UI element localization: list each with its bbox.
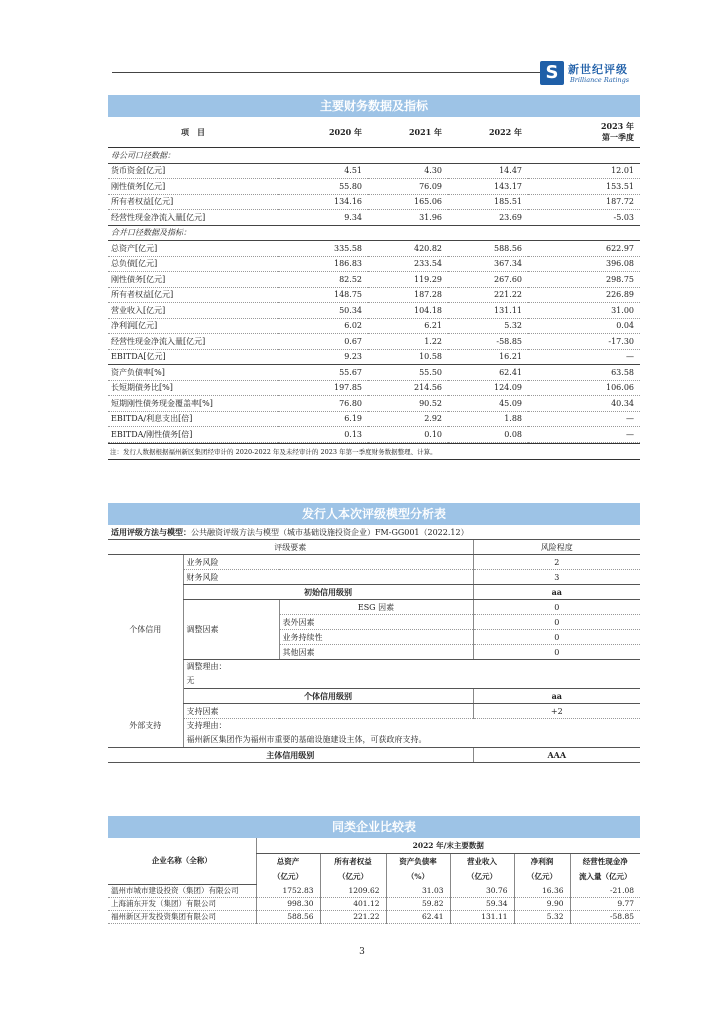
peer-col-header: 经营性现金净 (570, 854, 640, 870)
row-value: 153.51 (528, 179, 640, 195)
header-rule (112, 72, 540, 73)
row-value: 0.67 (278, 334, 368, 350)
row-value: 124.09 (448, 380, 528, 396)
col-2020: 2020 年 (278, 117, 368, 148)
row-value: 6.19 (278, 411, 368, 427)
row-label: 经营性现金净流入量[亿元] (108, 210, 278, 226)
company-value: 30.76 (450, 884, 514, 897)
row-value: 76.09 (368, 179, 448, 195)
row-value: 10.58 (368, 349, 448, 365)
row-value: 622.97 (528, 241, 640, 257)
row-value: 23.69 (448, 210, 528, 226)
row-value: 214.56 (368, 380, 448, 396)
adjust-reason-label: 调整理由： (186, 662, 227, 671)
row-value: 62.41 (448, 365, 528, 381)
row-value: -17.30 (528, 334, 640, 350)
row-value: 197.85 (278, 380, 368, 396)
row-value: 187.72 (528, 194, 640, 210)
initial-level-value: aa (473, 585, 640, 600)
support-factor-value: +2 (473, 704, 640, 719)
peer-col-unit: （%） (386, 869, 450, 884)
row-value: — (528, 427, 640, 443)
row-value: 134.16 (278, 194, 368, 210)
row-value: 40.34 (528, 396, 640, 412)
table-row (108, 272, 640, 288)
row-value: 45.09 (448, 396, 528, 412)
company-value: 401.12 (320, 897, 386, 910)
company-value: 9.77 (570, 897, 640, 910)
row-value: 185.51 (448, 194, 528, 210)
row-label: 货币资金[亿元] (108, 163, 278, 179)
row-value: 55.50 (368, 365, 448, 381)
row-value: 55.67 (278, 365, 368, 381)
table-row (108, 396, 640, 412)
row-value: 4.51 (278, 163, 368, 179)
support-reason-cell (183, 719, 640, 748)
row-value: 5.32 (448, 318, 528, 334)
row-label: 长短期债务比[%] (108, 380, 278, 396)
row-value: — (528, 411, 640, 427)
external-support-label: 外部支持 (108, 704, 183, 748)
row-value: 90.52 (368, 396, 448, 412)
peer-name-header: 企业名称（全称） (108, 838, 256, 884)
col-2021: 2021 年 (368, 117, 448, 148)
row-value: -58.85 (448, 334, 528, 350)
method-label: 适用评级方法与模型： (111, 526, 191, 537)
table-row (108, 334, 640, 350)
financial-data-title: 主要财务数据及指标 (108, 95, 640, 117)
peer-col-header: 资产负债率 (386, 854, 450, 870)
esg-value: 0 (473, 600, 640, 615)
financial-risk-label: 财务风险 (183, 570, 473, 585)
brand-logo (540, 61, 630, 89)
rating-model-table (108, 525, 640, 763)
company-value: 131.11 (450, 910, 514, 923)
peer-col-header: 净利润 (514, 854, 570, 870)
row-label: 刚性债务[亿元] (108, 179, 278, 195)
table-row (108, 427, 640, 443)
subject-level-value: AAA (473, 748, 640, 763)
row-label: 资产负债率[%] (108, 365, 278, 381)
row-value: 106.06 (528, 380, 640, 396)
consolidated-group-label: 合并口径数据及指标： (108, 225, 640, 241)
company-value: 998.30 (256, 897, 320, 910)
row-value: — (528, 349, 640, 365)
adjust-reason-cell (183, 660, 640, 689)
row-label: 总负债[亿元] (108, 256, 278, 272)
row-value: 148.75 (278, 287, 368, 303)
adjust-reason-value: 无 (186, 676, 195, 685)
individual-level-label: 个体信用级别 (183, 689, 473, 704)
company-value: 588.56 (256, 910, 320, 923)
col-2023q1 (528, 117, 640, 148)
company-value: -58.85 (570, 910, 640, 923)
logo-chinese-name: 新世纪评级 (568, 63, 628, 76)
company-value: 9.90 (514, 897, 570, 910)
row-value: 119.29 (368, 272, 448, 288)
peer-col-header: 营业收入 (450, 854, 514, 870)
initial-level-label: 初始信用级别 (183, 585, 473, 600)
off-balance-label: 表外因素 (279, 615, 473, 630)
table-row (108, 210, 640, 226)
row-value: 226.89 (528, 287, 640, 303)
company-value: 1752.83 (256, 884, 320, 897)
row-value: 221.22 (448, 287, 528, 303)
method-value: 公共融资评级方法与模型（城市基础设施投资企业）FM-GG001（2022.12） (191, 527, 469, 537)
table-row (108, 241, 640, 257)
peer-comparison-title: 同类企业比较表 (108, 816, 640, 838)
peer-comparison-section (108, 816, 640, 924)
method-row (108, 525, 640, 540)
row-value: 14.47 (448, 163, 528, 179)
table-row (108, 411, 640, 427)
row-label: 短期刚性债务现金覆盖率[%] (108, 396, 278, 412)
company-value: 16.36 (514, 884, 570, 897)
financial-data-table (108, 117, 640, 443)
row-value: 0.13 (278, 427, 368, 443)
row-value: 31.96 (368, 210, 448, 226)
other-factor-label: 其他因素 (279, 645, 473, 660)
row-value: 0.04 (528, 318, 640, 334)
row-value: 4.30 (368, 163, 448, 179)
table-row (108, 910, 640, 923)
company-value: 1209.62 (320, 884, 386, 897)
page-number: 3 (359, 947, 365, 957)
peer-col-header: 所有者权益 (320, 854, 386, 870)
parent-group (108, 148, 640, 164)
header-risk: 风险程度 (473, 540, 640, 555)
company-value: 221.22 (320, 910, 386, 923)
other-factor-value: 0 (473, 645, 640, 660)
row-value: 82.52 (278, 272, 368, 288)
row-value: 0.08 (448, 427, 528, 443)
logo-mark-icon: S (540, 61, 564, 85)
table-row (108, 303, 640, 319)
row-value: 588.56 (448, 241, 528, 257)
col-2022: 2022 年 (448, 117, 528, 148)
business-risk-label: 业务风险 (183, 555, 473, 570)
row-value: 16.21 (448, 349, 528, 365)
peer-col-unit: 流入量（亿元） (570, 869, 640, 884)
table-row (108, 365, 640, 381)
table-row (108, 256, 640, 272)
row-label: 总资产[亿元] (108, 241, 278, 257)
col-item: 项 目 (108, 117, 278, 148)
continuity-label: 业务持续性 (279, 630, 473, 645)
company-value: -21.08 (570, 884, 640, 897)
col-2023q1-line2: 第一季度 (602, 132, 634, 142)
peer-col-unit: （亿元） (450, 869, 514, 884)
row-value: 367.34 (448, 256, 528, 272)
company-name: 福州新区开发投资集团有限公司 (108, 910, 256, 923)
row-label: EBITDA/刚性债务[倍] (108, 427, 278, 443)
row-value: 186.83 (278, 256, 368, 272)
row-label: 营业收入[亿元] (108, 303, 278, 319)
company-name: 温州市城市建设投资（集团）有限公司 (108, 884, 256, 897)
table-row (108, 287, 640, 303)
support-reason-value: 福州新区集团作为福州市重要的基础设施建设主体，可获政府支持。 (186, 735, 427, 744)
row-value: 104.18 (368, 303, 448, 319)
company-value: 59.34 (450, 897, 514, 910)
row-value: 165.06 (368, 194, 448, 210)
row-value: 55.80 (278, 179, 368, 195)
row-label: EBITDA/利息支出[倍] (108, 411, 278, 427)
row-value: 1.22 (368, 334, 448, 350)
table-row (108, 179, 640, 195)
support-reason-label: 支持理由： (186, 721, 227, 730)
esg-label: ESG 因素 (279, 600, 473, 615)
business-risk-value: 2 (473, 555, 640, 570)
peer-group-header: 2022 年/末主要数据 (256, 838, 640, 854)
row-value: 6.21 (368, 318, 448, 334)
continuity-value: 0 (473, 630, 640, 645)
row-value: 233.54 (368, 256, 448, 272)
row-value: 0.10 (368, 427, 448, 443)
table-row (108, 897, 640, 910)
peer-col-unit: （亿元） (514, 869, 570, 884)
row-value: 298.75 (528, 272, 640, 288)
table-row (108, 194, 640, 210)
off-balance-value: 0 (473, 615, 640, 630)
row-label: 刚性债务[亿元] (108, 272, 278, 288)
row-value: -5.03 (528, 210, 640, 226)
row-label: 经营性现金净流入量[亿元] (108, 334, 278, 350)
row-value: 187.28 (368, 287, 448, 303)
company-value: 5.32 (514, 910, 570, 923)
logo-english-name: Brilliance Ratings (570, 76, 630, 84)
company-value: 62.41 (386, 910, 450, 923)
col-2023q1-line1: 2023 年 (600, 121, 634, 131)
rating-model-title: 发行人本次评级模型分析表 (108, 503, 640, 525)
table-row (108, 884, 640, 897)
row-value: 9.23 (278, 349, 368, 365)
row-label: 所有者权益[亿元] (108, 194, 278, 210)
table-row (108, 318, 640, 334)
row-value: 267.60 (448, 272, 528, 288)
company-name: 上海浦东开发（集团）有限公司 (108, 897, 256, 910)
support-factor-label: 支持因素 (183, 704, 473, 719)
financial-data-note: 注：发行人数据根据福州新区集团经审计的 2020-2022 年及未经审计的 2023 年第一季度财务数据整理、计算。 (108, 443, 640, 460)
header-factor: 评级要素 (108, 540, 473, 555)
row-value: 396.08 (528, 256, 640, 272)
individual-level-value: aa (473, 689, 640, 704)
row-value: 131.11 (448, 303, 528, 319)
row-value: 335.58 (278, 241, 368, 257)
row-value: 2.92 (368, 411, 448, 427)
peer-col-unit: （亿元） (256, 869, 320, 884)
row-value: 9.34 (278, 210, 368, 226)
company-value: 59.82 (386, 897, 450, 910)
row-value: 420.82 (368, 241, 448, 257)
company-value: 31.03 (386, 884, 450, 897)
subject-level-label: 主体信用级别 (108, 748, 473, 763)
row-value: 63.58 (528, 365, 640, 381)
adjust-factor-label: 调整因素 (183, 600, 279, 660)
table-row (108, 349, 640, 365)
rating-model-section (108, 503, 640, 763)
individual-credit-label: 个体信用 (129, 624, 162, 634)
row-value: 50.34 (278, 303, 368, 319)
row-value: 76.80 (278, 396, 368, 412)
parent-group-label: 母公司口径数据： (108, 148, 640, 164)
peer-col-header: 总资产 (256, 854, 320, 870)
consolidated-group (108, 225, 640, 241)
row-value: 6.02 (278, 318, 368, 334)
financial-risk-value: 3 (473, 570, 640, 585)
peer-comparison-table (108, 838, 640, 924)
row-value: 12.01 (528, 163, 640, 179)
row-label: EBITDA[亿元] (108, 349, 278, 365)
row-value: 31.00 (528, 303, 640, 319)
table-row (108, 380, 640, 396)
financial-data-section (108, 95, 640, 460)
row-value: 1.88 (448, 411, 528, 427)
row-label: 所有者权益[亿元] (108, 287, 278, 303)
table-row (108, 163, 640, 179)
row-value: 143.17 (448, 179, 528, 195)
peer-col-unit: （亿元） (320, 869, 386, 884)
row-label: 净利润[亿元] (108, 318, 278, 334)
